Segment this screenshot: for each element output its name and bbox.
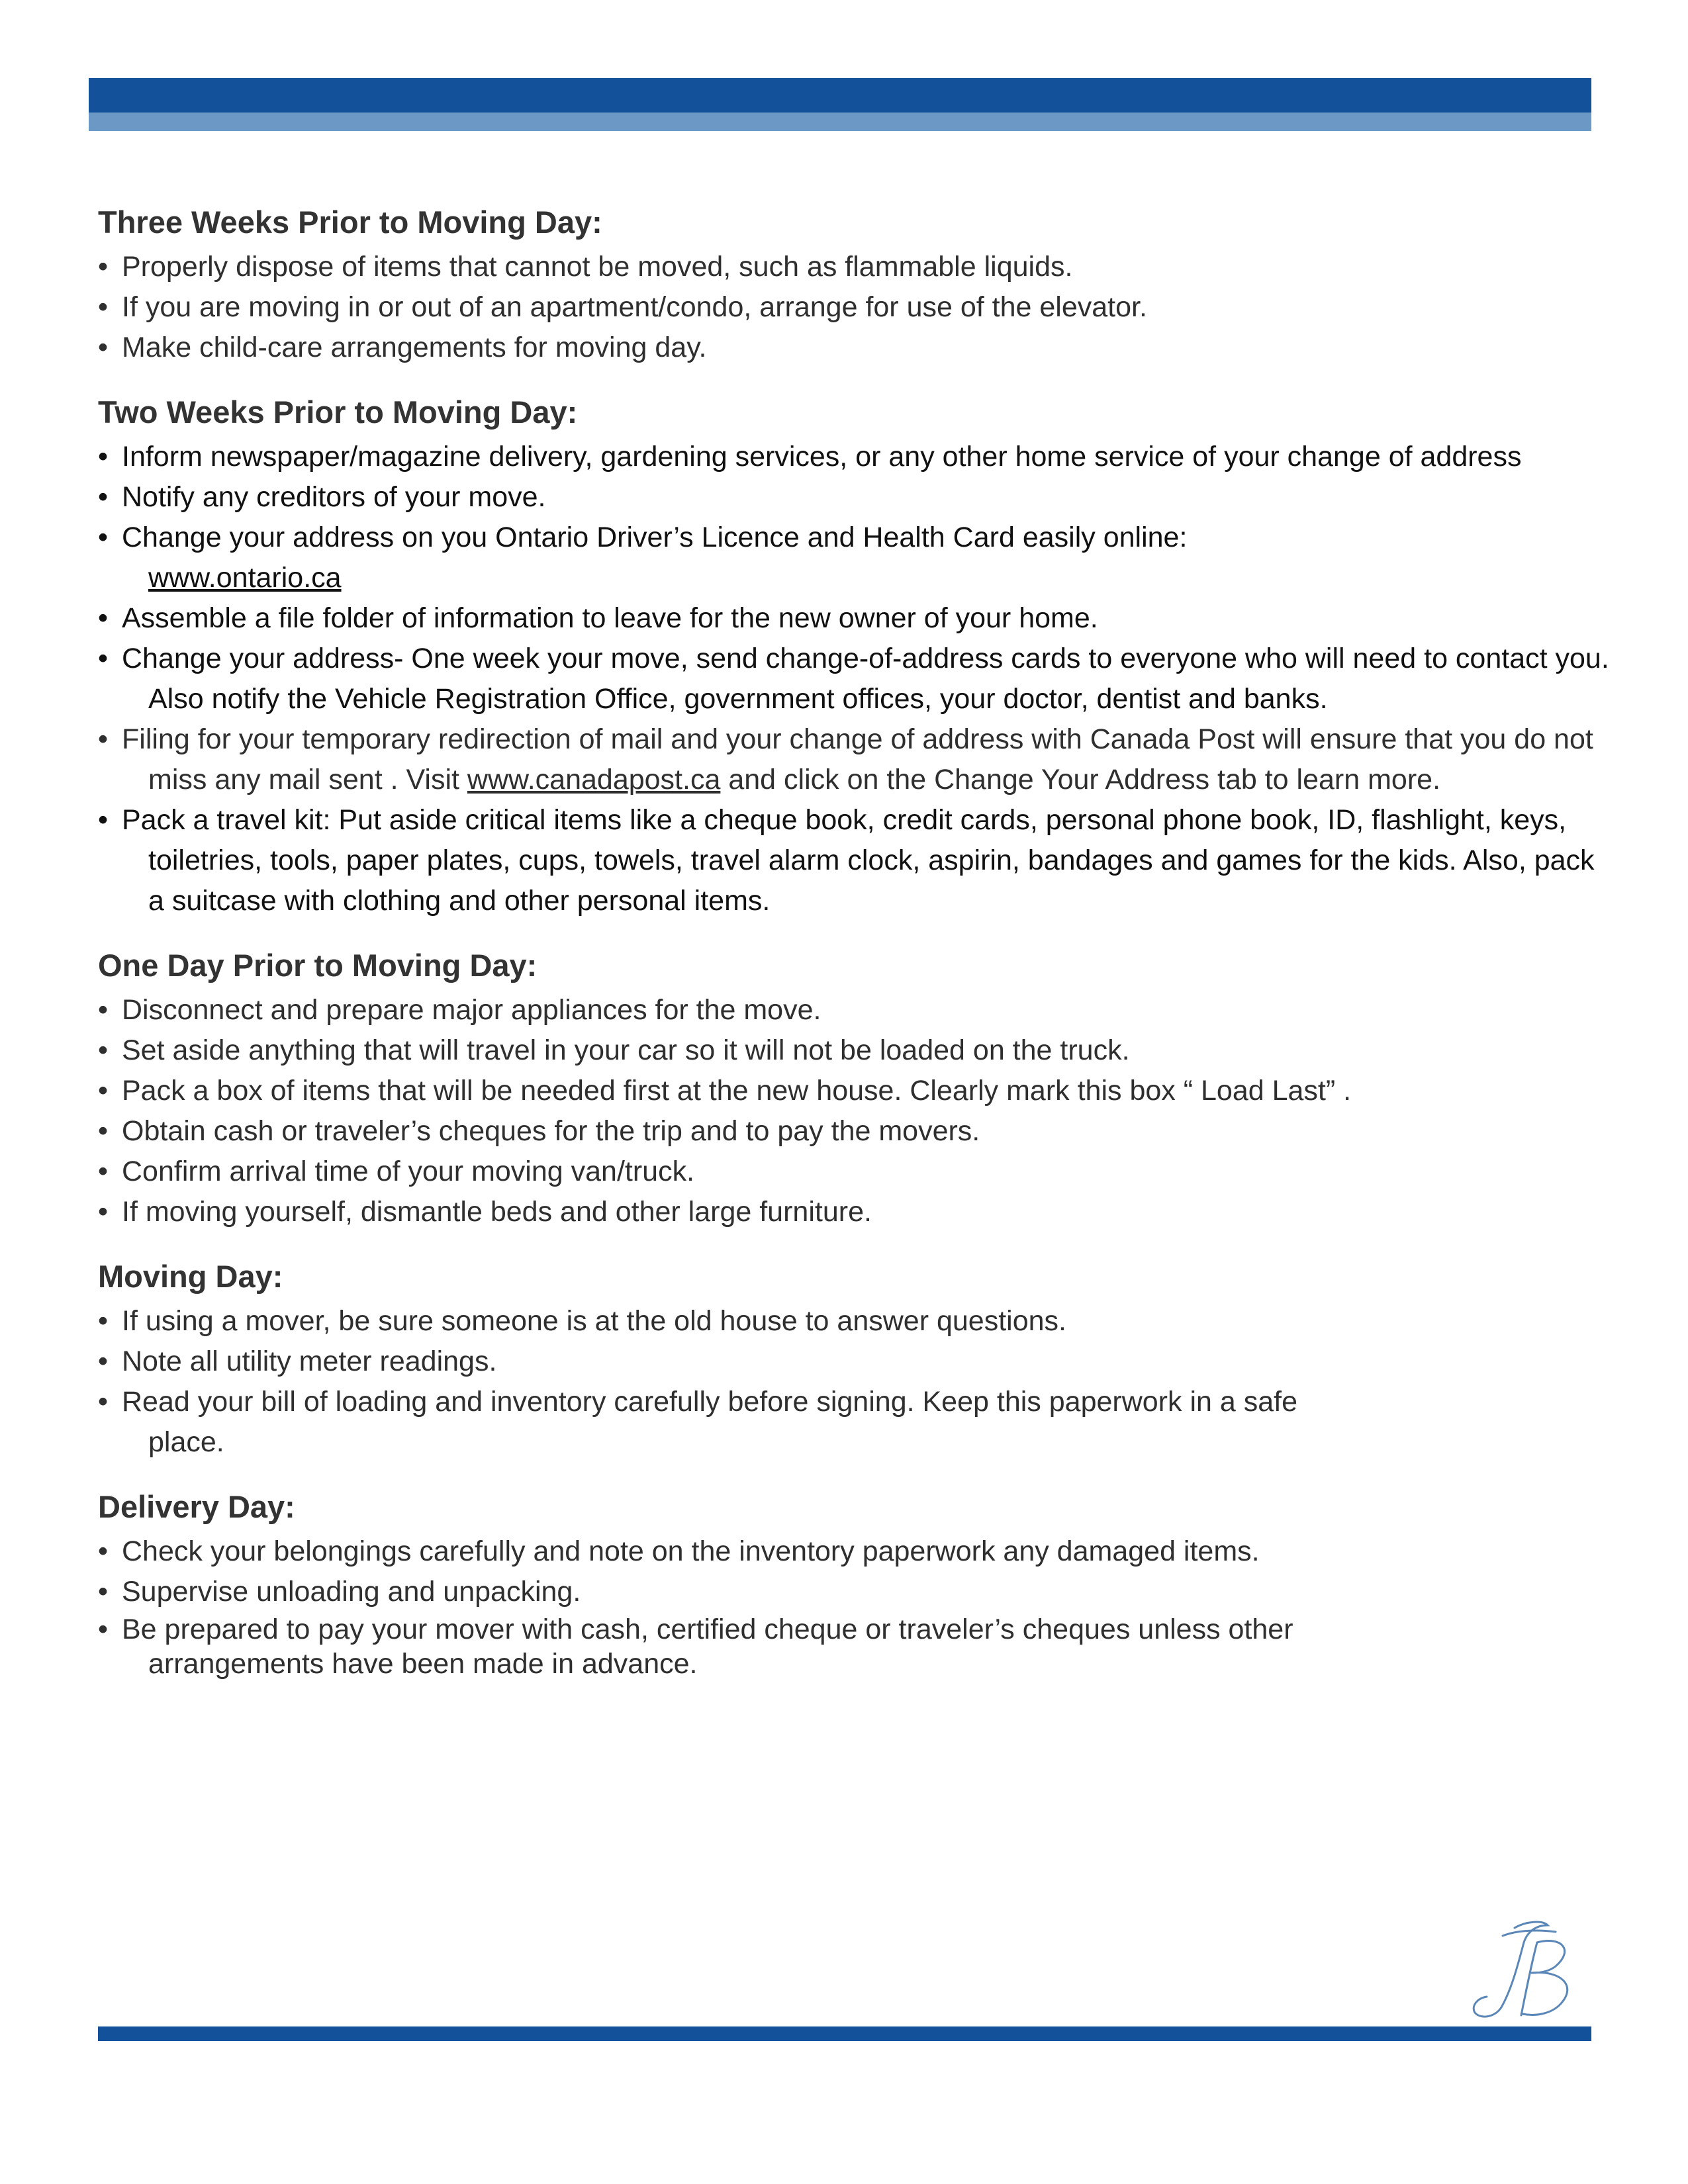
item-text-continued: and click on the Change Your Address tab to learn more. <box>728 764 1441 796</box>
item-text: Change your address- One week your move, send change-of-address cards to everyone who will need to contact you. Also notify the Vehicle Registration Office, government offices, your doctor, dentist and banks. <box>122 643 1609 715</box>
section-three-weeks <box>98 202 1614 368</box>
checklist <box>98 1531 1614 1681</box>
item-text: Note all utility meter readings. <box>122 1345 497 1377</box>
item-text: Check your belongings carefully and note on the inventory paperwork any damaged items. <box>122 1535 1260 1567</box>
item-text: Obtain cash or traveler’s cheques for the trip and to pay the movers. <box>122 1115 980 1147</box>
bullet-icon: • <box>98 1535 109 1567</box>
list-item <box>98 247 1614 287</box>
footer-bar <box>98 2026 1591 2041</box>
bullet-icon: • <box>98 994 109 1026</box>
item-text: Be prepared to pay your mover with cash, certified cheque or traveler’s cheques unless other arrangements have been made in advance. <box>122 1614 1293 1680</box>
bullet-icon: • <box>98 522 109 553</box>
ontario-link[interactable]: www.ontario.ca <box>148 562 342 594</box>
section-title: Moving Day: <box>98 1259 283 1294</box>
list-item <box>98 437 1614 477</box>
section-title: Three Weeks Prior to Moving Day: <box>98 205 602 240</box>
list-item <box>98 1192 1614 1232</box>
bullet-icon: • <box>98 1614 109 1645</box>
bullet-icon: • <box>98 1115 109 1147</box>
checklist <box>98 247 1614 368</box>
bullet-icon: • <box>98 1196 109 1228</box>
list-item <box>98 1111 1614 1152</box>
bullet-icon: • <box>98 1034 109 1066</box>
item-text: If you are moving in or out of an apartment/condo, arrange for use of the elevator. <box>122 291 1147 323</box>
list-item <box>98 1071 1614 1111</box>
checklist <box>98 990 1614 1232</box>
section-title: Delivery Day: <box>98 1489 295 1524</box>
bullet-icon: • <box>98 1576 109 1608</box>
list-item <box>98 1531 1614 1572</box>
list-item <box>98 1612 1614 1681</box>
item-text: Inform newspaper/magazine delivery, gardening services, or any other home service of your change of address <box>122 441 1522 473</box>
bullet-icon: • <box>98 1075 109 1107</box>
bullet-icon: • <box>98 602 109 634</box>
bullet-icon: • <box>98 1305 109 1337</box>
item-text: Assemble a file folder of information to leave for the new owner of your home. <box>122 602 1098 634</box>
item-text: Disconnect and prepare major appliances for the move. <box>122 994 821 1026</box>
item-text: Properly dispose of items that cannot be moved, such as flammable liquids. <box>122 251 1073 283</box>
section-one-day <box>98 945 1614 1232</box>
item-text: Filing for your temporary redirection of mail and your change of address with Canada Post will ensure that you do not miss any mail sent . Visit <box>122 723 1593 796</box>
list-item <box>98 477 1614 518</box>
bullet-icon: • <box>98 291 109 323</box>
list-item <box>98 1382 1614 1463</box>
list-item <box>98 800 1614 921</box>
item-text: Pack a travel kit: Put aside critical items like a cheque book, credit cards, personal phone book, ID, flashlight, keys, toiletries, tools, paper plates, cups, towels, travel alarm clock, aspirin, bandages and games for the kids. Also, pack a suitcase with clothing and other personal items. <box>122 804 1595 917</box>
bullet-icon: • <box>98 332 109 363</box>
item-text: Supervise unloading and unpacking. <box>122 1576 581 1608</box>
item-text: If using a mover, be sure someone is at the old house to answer questions. <box>122 1305 1066 1337</box>
list-item <box>98 1030 1614 1071</box>
document-body <box>98 202 1614 1705</box>
jb-monogram-logo-icon <box>1463 1916 1582 2022</box>
bullet-icon: • <box>98 481 109 513</box>
list-item <box>98 1301 1614 1342</box>
section-two-weeks <box>98 392 1614 921</box>
item-text: If moving yourself, dismantle beds and other large furniture. <box>122 1196 872 1228</box>
list-item <box>98 719 1614 800</box>
list-item <box>98 1152 1614 1192</box>
item-text: Change your address on you Ontario Driver’s Licence and Health Card easily online: <box>122 522 1188 553</box>
item-text: Make child-care arrangements for moving day. <box>122 332 707 363</box>
item-text: Confirm arrival time of your moving van/truck. <box>122 1156 695 1187</box>
bullet-icon: • <box>98 1386 109 1418</box>
bullet-icon: • <box>98 1156 109 1187</box>
bullet-icon: • <box>98 723 109 755</box>
bullet-icon: • <box>98 441 109 473</box>
bullet-icon: • <box>98 251 109 283</box>
section-title: Two Weeks Prior to Moving Day: <box>98 394 578 430</box>
list-item <box>98 287 1614 328</box>
list-item <box>98 1342 1614 1382</box>
list-item <box>98 990 1614 1030</box>
canadapost-link[interactable]: www.canadapost.ca <box>467 764 721 796</box>
list-item <box>98 328 1614 368</box>
item-text: Read your bill of loading and inventory carefully before signing. Keep this paperwork in a safe place. <box>122 1386 1297 1458</box>
section-delivery-day <box>98 1486 1614 1681</box>
bullet-icon: • <box>98 804 109 836</box>
header-bar-light <box>89 113 1591 131</box>
bullet-icon: • <box>98 643 109 674</box>
checklist <box>98 437 1614 921</box>
list-item <box>98 639 1614 719</box>
section-moving-day <box>98 1256 1614 1463</box>
checklist <box>98 1301 1614 1463</box>
list-item <box>98 598 1614 639</box>
item-text: Set aside anything that will travel in your car so it will not be loaded on the truck. <box>122 1034 1130 1066</box>
item-text: Pack a box of items that will be needed first at the new house. Clearly mark this box “ Load Last” . <box>122 1075 1352 1107</box>
section-title: One Day Prior to Moving Day: <box>98 948 538 983</box>
bullet-icon: • <box>98 1345 109 1377</box>
list-item <box>98 1572 1614 1612</box>
header-bar-dark <box>89 78 1591 113</box>
list-item <box>98 518 1614 598</box>
item-text: Notify any creditors of your move. <box>122 481 546 513</box>
